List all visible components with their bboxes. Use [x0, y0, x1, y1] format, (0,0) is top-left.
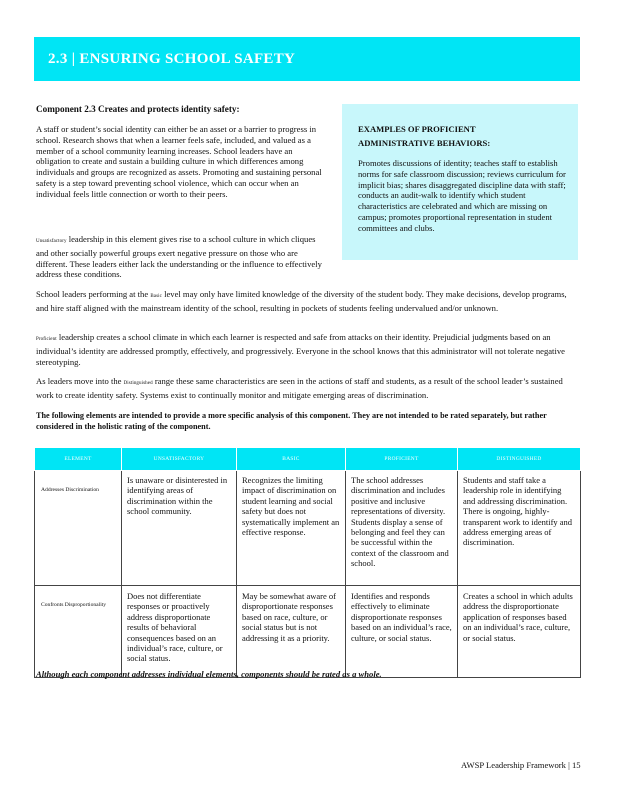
unsatisfactory-text: leadership in this element gives rise to a school culture in which cliques and other socially powerful groups exert negative pressure on those who are different. These leaders either lack the understanding or the influence to effectively address these conditions.	[36, 234, 322, 280]
sidebar-text: Promotes discussions of identity; teaches staff to establish norms for safe classroom discussion; reviews curriculum for implicit bias; shares disaggregated discipline data with staff; conducts an audit-walk to identify which student characteristics are celebrated and which are missing on campus; promotes proportional representation in student committees and clubs.	[358, 158, 566, 233]
page-title: 2.3 | ENSURING SCHOOL SAFETY	[48, 51, 296, 67]
footer-note: Although each component addresses individual elements, components should be rated as a whole.	[36, 669, 382, 679]
basic-cell: Recognizes the limiting impact of discrimination on student learning and social safety but does not systematically implement an effective response.	[237, 471, 346, 586]
unsatisfactory-cell: Is unaware or disinterested in identifying areas of discrimination within the school community.	[122, 471, 237, 586]
distinguished-paragraph	[36, 376, 581, 401]
distinguished-cell: Creates a school in which adults address the disproportionate application of responses based on an individual’s race, culture, or social status.	[458, 586, 581, 678]
proficient-cell: Identifies and responds effectively to eliminate disproportionate responses based on an individual’s race, culture, or social status.	[346, 586, 458, 678]
proficient-label: Proficient	[36, 337, 57, 342]
intro-paragraph: A staff or student’s social identity can either be an asset or a barrier to progress in school. Research shows that when a learner feels safe, included, and valued as a member of a school community learning increases. School leaders have an obligation to create and sustain a building culture in which differences among individuals and groups are recognized as assets. Promoting and sustaining personal safety is a step toward preventing school violence, which can occur when an individual feels little connection or worth to their peers.	[36, 124, 322, 199]
basic-label: Basic	[150, 294, 162, 299]
distinguished-label: Distinguished	[123, 381, 153, 386]
proficient-cell: The school addresses discrimination and includes positive and inclusive representations of diversity. Students display a sense of belonging and feel they can be successful within the context of the classroom and school.	[346, 471, 458, 586]
header-proficient: PROFICIENT	[346, 448, 458, 471]
element-cell: Confronts Disproportionality	[35, 586, 122, 678]
table-row	[35, 586, 581, 678]
proficient-paragraph	[36, 332, 581, 367]
unsatisfactory-cell: Does not differentiate responses or proactively address disproportionate results of behavioral consequences based on an individual’s race, culture, or social status.	[122, 586, 237, 678]
basic-text-before: School leaders performing at the	[36, 289, 151, 299]
page-footer: AWSP Leadership Framework | 15	[461, 760, 581, 770]
header-distinguished: DISTINGUISHED	[458, 448, 581, 471]
distinguished-cell: Students and staff take a leadership role in identifying and addressing discrimination. There is ongoing, highly-transparent work to identify and address emerging areas of discrimination.	[458, 471, 581, 586]
unsatisfactory-label: Unsatisfactory	[36, 239, 67, 244]
header-basic: BASIC	[237, 448, 346, 471]
table-row	[35, 471, 581, 586]
sidebar-heading-line2: ADMINISTRATIVE BEHAVIORS:	[358, 138, 491, 148]
distinguished-text-after: range these same characteristics are seen in the actions of staff and students, as a result of the school leader’s sustained work to create identity safety. Systems exist to continually monitor and mitigate emerging areas of discrimination.	[36, 376, 563, 400]
header-unsatisfactory: UNSATISFACTORY	[122, 448, 237, 471]
unsatisfactory-paragraph	[36, 234, 324, 280]
basic-cell: May be somewhat aware of disproportionate responses based on race, culture, or social status but is not addressing it as a priority.	[237, 586, 346, 678]
basic-text-after: level may only have limited knowledge of the diversity of the student body. They make decisions, develop programs, and hire staff aligned with the mainstream identity of the school, resulting in pockets of students feeling undervalued and/or unknown.	[36, 289, 567, 313]
basic-paragraph	[36, 289, 581, 314]
rubric-table	[34, 447, 581, 678]
proficient-text: leadership creates a school climate in which each learner is respected and safe from attacks on their identity. Prejudicial judgments based on an individual’s identity are addressed promptly, effectively, and progressively. Everyone in the school knows that this administrator will not tolerate negative stereotyping.	[36, 332, 565, 367]
distinguished-text-before: As leaders move into the	[36, 376, 124, 386]
elements-note: The following elements are intended to provide a more specific analysis of this component. They are not intended to be rated separately, but rather considered in the holistic rating of the component.	[36, 411, 547, 431]
component-title: Component 2.3 Creates and protects identity safety:	[36, 104, 240, 114]
table-header-row	[35, 448, 581, 471]
header-element: ELEMENT	[35, 448, 122, 471]
element-cell: Addresses Discrimination	[35, 471, 122, 586]
sidebar-heading	[358, 122, 490, 150]
sidebar-heading-line1: EXAMPLES OF PROFICIENT	[358, 124, 476, 134]
